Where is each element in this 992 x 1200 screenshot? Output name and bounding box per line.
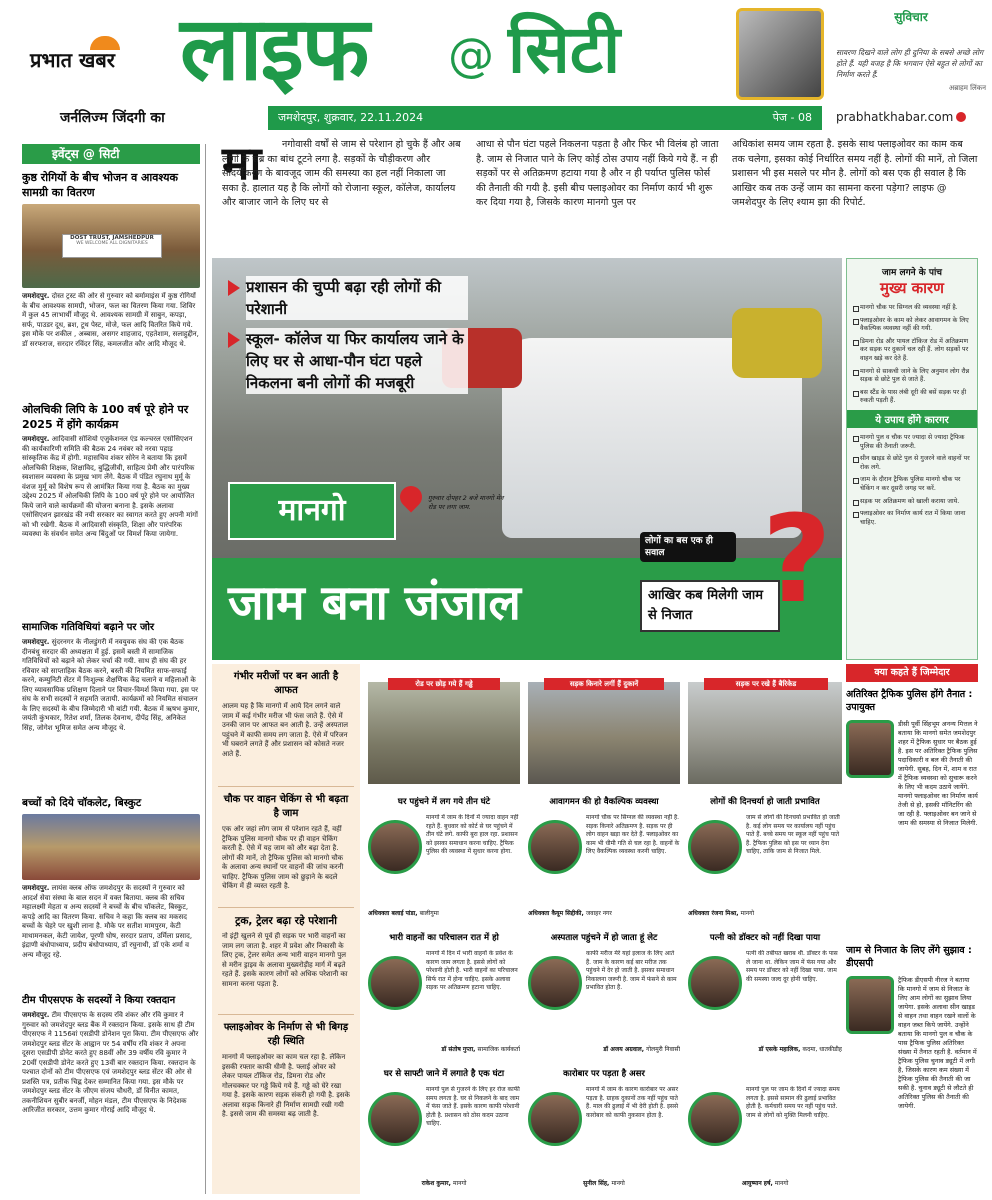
sb4-title: फ्लाइओवर के निर्माण से भी बिगड़ रही स्थिति [223,1022,349,1047]
masthead [0,0,992,140]
q8-photo [528,1092,582,1146]
q5-place: गोलमुरी निवासी [646,1046,680,1053]
sb1-text: आलम यह है कि मानगो में आये दिन लगने वाले जाम में कई गंभीर मरीज भी फंस जाते हैं. ऐसे में उनकी जान पर आफत बन आती है. उन्हें अस्पताल पहुंचने में काफी समय लग जाता है. ऐसे में परिजन भी घबराने लगते हैं और प्रशासन को कोसते नजर आते हैं. [222,702,349,758]
suvichar-box [836,8,986,100]
article1-photo [22,204,200,288]
q7-title: घर से साफ्टी जाने में लगाते है एक घंटा [383,1069,505,1079]
q9-text: मानगो पुल पर जाम के दिनों में ज्यादा समय लगता है. इससे सामान की ढुलाई प्रभावित होती है. कर्मचारी समय पर नहीं पहुंच पाते. जाम से लोगों को मुक्ति मिलनी चाहिए. [746,1086,840,1119]
article2-body [22,435,200,615]
intro-col1 [222,138,462,254]
dateline-bar [268,106,822,130]
quote-card-8 [528,1068,680,1194]
q6-byline [688,1046,842,1054]
q2-byline [528,910,680,918]
article1-banner [62,234,162,258]
q4-photo [368,956,422,1010]
measure-item: फ्लाइओवर का निर्माण कार्य रात में किया जाना चाहिए. [853,510,971,527]
q2-name: अधिवक्ता कैयूम सिद्दीकी, [528,910,584,917]
article1-text: दोस्त ट्रस्ट की ओर से गुरुवार को बर्मामाइंस में कुष्ठ रोगियों के बीच आवश्यक सामग्री, भोजन, फल का वितरण किया गया. शिविर में कुल 45 लाभार्थी मौजूद थे. आवश्यक सामग्री में साबुन, कपड़ा, सर्फ, पाउडर दूध, ब्रश, टूथ पेस्ट, मोजे, फल आदि वितरित किये गये. इस मौके पर शकील , अब्बास, असगर शाहजाद, एहतेशाम, सलाहुद्दीन, डॉ सरफराज, सरदार रविंदर सिंह, कमलजीत कौर आदि मौजूद थे. [22,292,199,348]
photo-caption: गुरुवार दोपहर 2 बजे मानगो मेन रोड पर लगा जाम. [428,494,504,511]
q3-byline [688,910,842,918]
quote-card-4 [368,932,520,1060]
photo1-label: रोड पर छोड़ गये हैं गड्ढे [388,678,500,690]
measure-item: मानगो पुल व चौक पर ज्यादा से ज्यादा ट्रैफिक पुलिस की तैनाती जरूरी. [853,434,971,451]
sb3-title: ट्रक, ट्रेलर बढ़ा रहे परेशानी [235,915,337,927]
lincoln-portrait [736,8,824,100]
brand-logo [30,36,160,76]
q6-place: कदमा, धातकीडीह [802,1046,842,1053]
article3-text: सुंदरनगर के नीलडुंगरी में नवयुवक संघ की एक बैठक दीनबंधु सरदार की अध्यक्षता में हुई. इसमें बस्ती में सामाजिक गतिविधियों को बढ़ाने को लेकर चर्चा की गयी. साथ ही संघ की हर रविवार को साप्ताहिक बैठक करने, बस्ती की नियमित साफ-सफाई करने, कम्युनिटी सेंटर में निःशुल्क शैक्षणिक केंद्र चलाने व महिलाओं के लिए व्यावसायिक प्रशिक्षण दिलाने पर विचार-विमर्श किया गया. इस पर संघ के सभी सदस्यों ने सहमति जतायी. कार्यक्रमों को नियमित संचालन के लिए सदस्यों के बीच जिम्मेदारी भी बांटी गयी. बैठक में ऋषभ कुमार, जयंती कुंभकार, रितेश शर्मा, तिलक देवनाथ, दीपेंद्र सिंह, अनिकेत सिंह, जोगेश भूमिज समेत अन्य मौजूद थे. [22,638,200,732]
page-number: पेज - 08 [772,111,812,124]
cause-item: मानगो चौक पर सिग्नल की व्यवस्था नहीं है. [853,304,971,313]
q9-byline [688,1180,842,1188]
column-divider [205,144,206,1194]
q8-place: मानगो [611,1180,625,1187]
official2-text: ट्रैफिक डीएसपी नीरज ने बताया कि मानगो में जाम से निजात के लिए आम लोगों का सुझाव लिया जायेगा. इसके अलावा सीन खाइड से वाहन तथा वाहन रखने वालों के वाहन जब्त किये जायेंगे. उन्होंने बताया कि मानगो पुल व चौक के पास ट्रैफिक पुलिस अतिरिक्त संख्या में तैनात रहती है. वर्तमान में ट्रैफिक पुलिस चुनाव ड्यूटी में लगी है, जिसके कारण कम संख्या में ट्रैफिक पुलिस की तैनाती की जा सकी है. चुनाव ड्यूटी से लौटते ही अतिरिक्त पुलिस की तैनाती की जायेगी. [898,976,977,1110]
intro-dropcap: मा [222,136,262,190]
article5-body [22,1011,200,1161]
arrow-icon-2 [228,332,240,348]
question-label: लोगों का बस एक ही सवाल [640,532,736,562]
article1-title: कुष्ठ रोगियों के बीच भोजन व आवश्यक सामग्री का वितरण [22,171,178,199]
measure-item: सीन खाइड से छोटे पुल से गुजरने वाले वाहनों पर रोक लगे. [853,455,971,472]
q9-place: मानगो [774,1180,789,1187]
cause-item: मानगो से साकची जाने के लिए अनुमान लोग रौन्न सड़क से छोटे पुल से जाते हैं. [853,368,971,385]
photo-strip [368,664,842,788]
q1-text: मानगो में जाम के दिनों में ज्यादा वाहन नहीं रहते हैं. बुधवार को कोर्ट से घर पहुंचने में तीन घंटे लगे. काफी बुरा हाल रहा. प्रशासन को इसका समाधान करना चाहिए. ट्रैफिक पुलिस की व्यवस्था में सुधार करना होगा. [426,814,519,855]
quote-card-5 [528,932,680,1060]
intro-col3 [732,138,978,254]
sb3 [212,908,360,1014]
article2-title: ओलचिकी लिपि के 100 वर्ष पूरे होने पर 2025 में होंगे कार्यक्रम [22,403,189,431]
divider [218,907,354,908]
masthead-tagline: जर्नलिज्म जिंदगी का [60,110,165,126]
measures-list [853,434,971,527]
masthead-city: सिटी [508,11,621,88]
q3-photo [688,820,742,874]
officials-column [846,664,978,1194]
quote-card-9 [688,1068,842,1194]
cause-item: डिमना रोड और पायल टॉकिज रोड में अतिक्रमण कर सड़क पर दुकानें चल रही हैं. लोग सड़कों पर वाहन खड़े कर देते हैं. [853,338,971,364]
q3-text: जाम से लोगों की दिनचर्या प्रभावित हो जाती है. कई लोग समय पर कार्यालय नहीं पहुंच पाते हैं. बच्चे समय पर स्कूल नहीं पहुंच पाते हैं. ट्रैफिक पुलिस को इस पर ध्यान देना चाहिए, ताकि जाम से निजात मिले. [746,814,840,855]
masthead-logo-word: लाइफ [180,0,368,100]
quote-card-3 [688,796,842,924]
causes-box [846,258,978,660]
quote-card-2 [528,796,680,924]
q9-name: आयुष्मान हर्ष, [741,1180,773,1187]
left-column [22,144,200,1194]
quote-card-1 [368,796,520,924]
article3-body [22,638,200,790]
article2-lead: जमशेदपुर. [22,435,50,443]
arrow-icon [228,280,240,296]
q7-byline [368,1180,520,1188]
photo2-label: सड़क किनारे लगीं हैं दुकानें [544,678,664,690]
q2-title: आवागमन की हो वैकल्पिक व्यवस्था [549,797,659,807]
highlight-2-text: स्कूल- कॉलेज या फिर कार्यालय जाने के लिए घर से आधा-पौन घंटा पहले निकलना बनी लोगों की मजबूरी [246,328,468,394]
q4-title: भारी वाहनों का परिचालन रात में हो [389,933,499,943]
q7-name: राकेश कुमार, [421,1180,451,1187]
q7-text: मानगो पुल से गुजरने के लिए हर रोज काफी समय लगता है. घर से निकलने के बाद जाम में फंस जाते हैं. इसके कारण काफी परेशानी होती है. प्रशासन को ठोस कदम उठाना चाहिए. [426,1086,520,1127]
article1-lead: जमशेदपुर. [22,292,50,300]
question-text: आखिर कब मिलेगी जाम से निजात [640,580,780,632]
intro-text-3: अधिकांश समय जाम रहता है. इसके साथ फ्लाइओवर का काम कब तक चलेगा, इसका कोई निर्धारित समय नहीं है. लोगों की मानें, तो जिला प्रशासन भी इस मसले पर मौन है. लोगों को बस एक ही सवाल है कि आखिर कब तक उन्हें जाम का सामना करना पड़ेगा? लाइफ @ जमशेदपुर के लिए श्याम झा की रिपोर्ट. [732,139,978,208]
main-headline: जाम बना जंजाल [228,575,521,631]
official1-text: डीसी पूर्वी सिंहभूम अनन्य मित्तल ने बताया कि मानगो समेत जमशेदपुर शहर में ट्रैफिक सुधार पर बैठक हुई है. इस पर अतिरिक्त ट्रैफिक पुलिस पदाधिकारी व बल की तैनाती की जायेगी. सुबह, दिन में, शाम व रात में ट्रैफिक व्यवस्था को सुचारू करने के लिए भी कदम उठाये जायेंगे. मानगो फ्लाइओवर का निर्माण कार्य तेजी से हो, इसकी मॉनिटरिंग की जा रही है. फ्लाइओवर बन जाने से जाम की समस्या से निजात मिलेगी. [898,720,978,827]
q8-byline [528,1180,680,1188]
sb1-title: गंभीर मरीजों पर बन आती है आफत [233,671,339,696]
article1-body [22,292,200,396]
q3-name: अधिवक्ता रंजना मिश्रा, [688,910,739,917]
q6-text: पत्नी की तबीयत खराब थी. डॉक्टर के पास ले जाना था. लेकिन जाम में फंस गया और समय पर डॉक्टर को नहीं दिखा पाया. जाम की समस्या जल्द दूर होनी चाहिए. [746,950,838,983]
q8-title: कारोबार पर पड़ता है असर [563,1069,645,1079]
sb4-text: मानगो में फ्लाइओवर का काम चल रहा है. लेकिन इसकी रफ्तार काफी धीमी है. फ्लाई ओवर को लेकर पायल टॉकिज रोड, डिमना रोड और गोलचक्कर पर गड्ढे किये गये हैं. गड्ढे को घेरे रखा गया है. इसके कारण सड़क संकरी हो गयी है. इसके अलावा सड़क किनारे ही निर्माण सामग्री रखी गयी है. इससे जाम की समस्या बढ़ जाती है. [222,1053,350,1118]
sb4 [212,1015,360,1163]
q5-photo [528,956,582,1010]
official1-title: अतिरिक्त ट्रैफिक पुलिस होंगे तैनात : उपायुक्त [846,689,973,713]
banner-line1: DOST TRUST, JAMSHEDPUR [70,235,154,241]
official1-photo [846,720,894,778]
q6-photo [688,956,742,1010]
hero-highlight-1 [228,276,468,320]
q2-photo [528,820,582,874]
causes-list [853,304,971,406]
q5-title: अस्पताल पहुंचने में हो जाता हूं लेट [550,933,658,943]
q5-byline [528,1046,680,1054]
sb2-title: चौक पर वाहन चेकिंग से भी बढ़ता है जाम [223,794,349,819]
masthead-at: @ [448,28,494,82]
sb2 [212,787,360,907]
highlight-1-text: प्रशासन की चुप्पी बढ़ा रही लोगों की परेशानी [246,276,468,320]
article5-text: टीम पीएसएफ के सदस्य रवि शंकर और रवि कुमार ने गुरुवार को जमशेदपुर ब्लड बैंक में रक्तदान किया. इसके साथ ही टीम पीएसएफ ने 1156वां एसडीपी डोनेशन पूरा किया. टीम पीएसएफ और जमशेदपुर ब्लड सेंटर के आह्वान पर 54 वर्षीय रवि शंकर ने अपना दूसरा एसडीपी डोनेट करते हुए 88वीं और 39 वर्षीय रवि कुमार ने 20वीं एसडीपी डोनेट करते हुए 13वीं बार रक्तदान किया. रक्तदान के पश्चात दोनों को टीम पीएसएफ एवं जमशेदपुर ब्लड सेंटर की ओर से प्रशस्ति पत्र, प्रतीक चिह्न देकर सम्मानित किया गया. इस मौके पर जमशेदपुर ब्लड सेंटर के जीएम संजय चौधरी, डॉ विनीत कामत, तकनीशियन सुबीर बनर्जी, मोहन मंडल, टीम पीएसएफ के निदेशक आरिजीत सरकार, उत्तम कुमार गोराई आदि मौजूद थे. [22,1011,199,1114]
article5-lead: जमशेदपुर. [22,1011,50,1019]
official2-title: जाम से निजात के लिए लेंगे सुझाव : डीएसपी [846,945,972,969]
article3-title: सामाजिक गतिविधियां बढ़ाने पर जोर [22,622,155,633]
q6-name: डॉ एसके महालिक, [758,1046,801,1053]
sb2-text: एक ओर जहां लोग जाम से परेशान रहते हैं, वहीं ट्रैफिक पुलिस मानगो चौक पर ही वाहन चेकिंग करती है. ऐसे में यह जाम को और बढ़ा देता है. लोगों की मानें, तो ट्रैफिक पुलिस को मानगो चौक के अलावा अन्य स्थानों पर वाहनों की जांच करनी चाहिए. ट्रैफिक पुलिस जाम को छुड़ाने के बदले चेकिंग में ही व्यस्त रहती है. [222,825,344,890]
q8-name: सुनील सिंह, [583,1180,610,1187]
q3-title: लोगों की दिनचर्या हो जाती प्रभावित [710,797,820,807]
q5-name: डॉ अजय अग्रवाल, [603,1046,645,1053]
q3-place: मानगो [740,910,755,917]
q4-byline [368,1046,520,1054]
q1-place: बालीगुमा [419,910,439,917]
intro-col2 [476,138,720,254]
q7-place: मानगो [452,1180,467,1187]
question-mark-icon: ? [762,491,832,630]
sb1 [212,664,360,786]
measure-item: जाम के दौरान ट्रैफिक पुलिस मानगो चौक पर चेकिंग न कर दूसरी जगह पर करें. [853,476,971,493]
q2-text: मानगो चौक पर सिग्नल की व्यवस्था नहीं है. सड़क किनारे अतिक्रमण है. सड़क पर ही लोग वाहन खड़ा कर देते हैं. फ्लाइओवर का काम भी धीमी गति से चल रहा है. वाहनों के लिए वैकल्पिक व्यवस्था करनी चाहिए. [586,814,680,855]
article4-photo [22,814,200,880]
cursor-icon [956,112,966,122]
cause-item: फ्लाइओवर के काम को लेकर आवागमन के लिए वैकल्पिक व्यवस्था नहीं की गयी. [853,317,971,334]
q7-photo [368,1092,422,1146]
q8-text: मानगो में जाम के कारण कारोबार पर असर पड़ता है. ग्राहक दुकानों तक नहीं पहुंच पाते हैं. माल की ढुलाई में भी देरी होती है. इससे कारोबार को काफी नुकसान होता है. [586,1086,679,1119]
q4-text: मानगो में दिन में भारी वाहनों के प्रवेश के कारण जाम लगता है. इससे लोगों को परेशानी होती है. भारी वाहनों का परिचालन सिर्फ रात में होना चाहिए. इसके अलावा सड़क पर अतिक्रमण हटाना चाहिए. [426,950,518,991]
article4-title: बच्चों को दिये चॉकलेट, बिस्कुट [22,797,142,809]
website-label[interactable]: prabhatkhabar.com [836,110,954,124]
q2-place: जवाहर नगर [585,910,612,917]
banner-line2: WE WELCOME ALL DIGNITARIES [76,241,148,246]
q9-photo [688,1092,742,1146]
dateline: जमशेदपुर, शुक्रवार, 22.11.2024 [278,111,424,124]
photo-roadside-shops [528,682,680,784]
officials-header: क्या कहते हैं जिम्मेदार [846,664,978,682]
q1-photo [368,820,422,874]
measures-title: ये उपाय होंगे कारगर [847,410,977,428]
q1-title: घर पहुंचने में लग गये तीन घंटे [397,797,491,807]
q4-name: डॉ संतोष गुप्ता, [441,1046,476,1053]
intro-text-2: आधा से पौन घंटा पहले निकलना पड़ता है और फिर भी विलंब हो जाता है. जाम से निजात पाने के लिए कोई ठोस उपाय नहीं किये गये हैं. न ही सड़कों पर से अतिक्रमण हटाया गया है और न ही पर्याप्त पुलिस फोर्स की तैनाती की गयी है. इसी बीच फ्लाइओवर का निर्माण कार्य भी शुरू कर दिया गया है, जिसके कारण मानगो पुल पर [476,139,719,208]
quote-card-6 [688,932,842,1060]
quote-card-7 [368,1068,520,1194]
intro-text-1: नगोवासी वर्षों से जाम से परेशान हो चुके हैं और अब लोगों के सब्र का बांध टूटने लगा है. सड़कों के चौड़ीकरण और सौंदर्यीकरण के बावजूद जाम की समस्या का हल नहीं निकाला जा सका है. हालात यह है कि लोगों को रोजाना स्कूल, कॉलेज, कार्यालय और बाजार जाने के लिए घर से [222,139,461,208]
q6-title: पत्नी को डॉक्टर को नहीं दिखा पाया [709,933,821,943]
photo-road-pits [368,682,520,784]
article2-text: आदिवासी सोशियो एजुकेशनल एंड कल्चरल एसोसिएशन की कार्यकारिणी समिति की बैठक 24 नवंबर को नरवा पहाड़ सांस्कृतिक केंद्र में होगी. महासचिव शंकर सोरेन ने बताया कि इसमें ओलचिकी शिक्षक, शिक्षाविद, बुद्धिजीवी, साहित्य प्रेमी और पारंपरिक स्वशासन व्यवस्था के प्रमुख भाग लेंगे. बैठक में पंडित रघुनाथ मुर्मू के वंशज मुर्मू को विशेष रूप से आमंत्रित किया गया है. बैठक का मुख्य उद्देश्य 2025 में ओलचिकी लिपि के 100 वर्ष पूरे होने पर आयोजित किये जाने वाले कार्यक्रमों की योजना बनाना है. इसके अलावा एसोसिएशन झारखंड की नयी सरकार का स्वागत करते हुए अपनी मांगों को भी रखेगी. बैठक में आदिवासी संस्कृति, शिक्षा और पारंपरिक व्यवस्था के संवर्धन समेत अन्य बिंदुओं पर विमर्श किया जायेगा. [22,435,198,538]
brand-name: प्रभात खबर [30,48,115,72]
article3-lead: जमशेदपुर. [22,638,50,646]
suvichar-author: अब्राहम लिंकन [948,84,986,92]
q4-place: सामाजिक कार्यकर्ता [477,1046,520,1053]
causes-kicker: जाम लगने के पांच [881,268,943,278]
causes-title: मुख्य कारण [879,279,945,297]
photo-barricades [688,682,842,784]
measure-item: सड़क पर अतिक्रमण को खाली कराया जाये. [853,498,971,507]
divider [218,786,354,787]
mango-label-box [228,482,396,540]
article5-title: टीम पीएसएफ के सदस्यों ने किया रक्तदान [22,995,176,1006]
article4-text: लायंस क्लब ऑफ जमशेदपुर के सदस्यों ने गुरुवार को आदर्श सेवा संस्था के बाल सदन में वक्त बिताया. क्लब की सचिव महालक्ष्मी मेहता व अन्य सदस्यों ने बच्चों के बीच चॉकलेट, बिस्कुट, कपड़े आदि का वितरण किया. सचिव ने कहा कि क्लब का मकसद बच्चों के चेहरे पर खुशी लाना है. मौके पर सतीश मामपुरम, केटी माथामनकल, केटी जायेश, पूरणी घोष, सरदार प्रताप, उर्मिला प्रसाद, इंद्राणी बंधोपाध्याय, प्रदीप बंधोपाध्याय, डॉ रघुनाथी, डॉ एके शर्मा व अन्य मौजूद रहे. [22,884,193,959]
sb3-text: नो इंट्री खुलने से पूर्व ही सड़क पर भारी वाहनों का जाम लग जाता है. शहर में प्रवेश और निकासी के लिए ट्रक, ट्रेलर समेत अन्य भारी वाहन मानगो पुल से मरीन ड्राइव के अलावा मुख्यरोड़ीह मार्ग में बढ़ते रहते हैं. इसके कारण लोगों को अधिक परेशानी का सामना करना पड़ता है. [222,932,348,988]
official2-photo [846,976,894,1034]
divider [218,1014,354,1015]
cause-item: बस स्टैंड के पास लंबी दूरी की बसें सड़क पर ही रुकती पड़ती हैं. [853,389,971,406]
photo3-label: सड़क पर रखे हैं बैरिकेड [704,678,828,690]
article4-body [22,884,200,988]
q1-name: अधिवक्ता बलाई पांडा, [368,910,418,917]
events-header: इवेंट्स @ सिटी [22,144,200,164]
article4-lead: जमशेदपुर. [22,884,50,892]
mango-label: मानगो [278,493,346,528]
q1-byline [368,910,520,918]
suvichar-title: सुविचार [894,10,928,24]
quotes-grid [368,796,842,1194]
hero-highlight-2 [228,328,468,394]
sidebar-boxes [212,664,360,1194]
q5-text: काफी मरीज मेरे यहां इलाज के लिए आते हैं. जाम के कारण कई बार मरीज तक पहुंचने में देर हो जाती है. इसका समाधान निकालना जरूरी है. जाम में फंसने से काम प्रभावित होता है. [586,950,677,991]
suvichar-text: सावरण दिखने वाले लोग ही दुनिया के सबसे अच्छे लोग होते हैं. यही वजह है कि भगवान ऐसे बहुत से लोगों का निर्माण करते हैं. [836,48,984,79]
traffic-auto-yellow [732,308,822,378]
